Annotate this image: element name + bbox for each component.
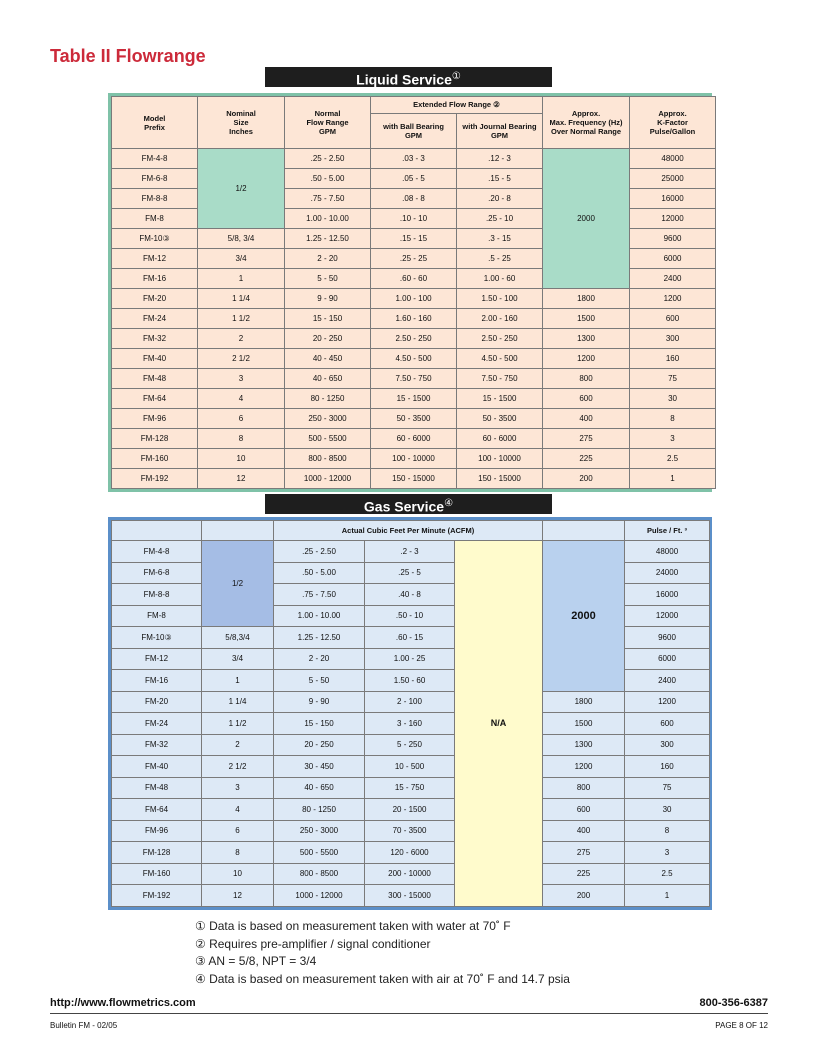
footnote-4: ④ Data is based on measurement taken with air at 70˚ F and 14.7 psia — [195, 971, 570, 986]
cell-normal: 9 - 90 — [274, 691, 365, 713]
cell-normal: 800 - 8500 — [285, 449, 371, 469]
cell-freq: 1800 — [543, 289, 630, 309]
cell-extended: .2 - 3 — [365, 541, 455, 563]
cell-model: FM-24 — [112, 309, 198, 329]
table-row — [112, 329, 716, 349]
table-row — [112, 449, 716, 469]
cell-kfactor: 30 — [630, 389, 716, 409]
cell-size: 12 — [202, 885, 274, 907]
cell-pulse: 9600 — [625, 627, 710, 649]
cell-journal: 15 - 1500 — [457, 389, 543, 409]
cell-extended: 1.50 - 60 — [365, 670, 455, 692]
website-link[interactable]: http://www.flowmetrics.com — [50, 997, 196, 1009]
cell-normal: 15 - 150 — [285, 309, 371, 329]
liquid-service-banner — [265, 67, 552, 87]
cell-model: FM-8-8 — [112, 584, 202, 606]
cell-kfactor: 3 — [630, 429, 716, 449]
cell-size: 1 — [202, 670, 274, 692]
cell-freq: 275 — [543, 429, 630, 449]
cell-freq-merged: 2000 — [543, 541, 625, 692]
table-row — [112, 842, 710, 864]
table-row — [112, 777, 710, 799]
footnote-2: ② Requires pre-amplifier / signal conditioner — [195, 936, 431, 951]
cell-kfactor: 8 — [630, 409, 716, 429]
cell-journal: 2.00 - 160 — [457, 309, 543, 329]
cell-pulse: 24000 — [625, 562, 710, 584]
cell-model: FM-8 — [112, 605, 202, 627]
cell-model: FM-10③ — [112, 229, 198, 249]
cell-normal: 80 - 1250 — [285, 389, 371, 409]
cell-normal: 500 - 5500 — [274, 842, 365, 864]
cell-model: FM-20 — [112, 691, 202, 713]
table-row — [112, 349, 716, 369]
cell-model: FM-128 — [112, 842, 202, 864]
cell-ball: 15 - 1500 — [371, 389, 457, 409]
cell-size-merged: 1/2 — [198, 149, 285, 229]
cell-ball: .10 - 10 — [371, 209, 457, 229]
cell-ball: .15 - 15 — [371, 229, 457, 249]
cell-model: FM-160 — [112, 863, 202, 885]
cell-model: FM-48 — [112, 369, 198, 389]
table-row — [112, 756, 710, 778]
cell-journal: 7.50 - 750 — [457, 369, 543, 389]
cell-freq: 800 — [543, 369, 630, 389]
header-journal-bearing: with Journal Bearing GPM — [457, 113, 543, 148]
table-row — [112, 734, 710, 756]
liquid-banner-mark: ① — [451, 71, 461, 82]
cell-normal: .50 - 5.00 — [285, 169, 371, 189]
cell-freq: 600 — [543, 389, 630, 409]
gas-header-blank-size — [202, 521, 274, 541]
gas-header-blank-freq — [543, 521, 625, 541]
cell-normal: 1.25 - 12.50 — [285, 229, 371, 249]
cell-model: FM-12 — [112, 249, 198, 269]
cell-model: FM-6-8 — [112, 169, 198, 189]
cell-model: FM-192 — [112, 469, 198, 489]
cell-model: FM-64 — [112, 389, 198, 409]
cell-size-merged: 1/2 — [202, 541, 274, 627]
cell-normal: 9 - 90 — [285, 289, 371, 309]
cell-journal: 50 - 3500 — [457, 409, 543, 429]
cell-kfactor: 300 — [630, 329, 716, 349]
cell-normal: 2 - 20 — [285, 249, 371, 269]
cell-pulse: 8 — [625, 820, 710, 842]
cell-journal: .3 - 15 — [457, 229, 543, 249]
cell-model: FM-20 — [112, 289, 198, 309]
bulletin-label: Bulletin FM - 02/05 — [50, 1021, 118, 1030]
cell-model: FM-8 — [112, 209, 198, 229]
cell-extended: .60 - 15 — [365, 627, 455, 649]
cell-journal: .12 - 3 — [457, 149, 543, 169]
table-row — [112, 289, 716, 309]
cell-size: 3/4 — [198, 249, 285, 269]
cell-size: 4 — [198, 389, 285, 409]
cell-pulse: 30 — [625, 799, 710, 821]
cell-pulse: 3 — [625, 842, 710, 864]
cell-freq: 1500 — [543, 309, 630, 329]
cell-kfactor: 160 — [630, 349, 716, 369]
cell-kfactor: 600 — [630, 309, 716, 329]
cell-model: FM-16 — [112, 269, 198, 289]
cell-extended: 3 - 160 — [365, 713, 455, 735]
cell-freq: 1500 — [543, 713, 625, 735]
cell-kfactor: 2400 — [630, 269, 716, 289]
cell-model: FM-32 — [112, 329, 198, 349]
cell-ball: 2.50 - 250 — [371, 329, 457, 349]
cell-freq: 1800 — [543, 691, 625, 713]
cell-size: 8 — [202, 842, 274, 864]
cell-model: FM-48 — [112, 777, 202, 799]
cell-journal: .5 - 25 — [457, 249, 543, 269]
cell-freq: 200 — [543, 469, 630, 489]
cell-journal: .15 - 5 — [457, 169, 543, 189]
cell-pulse: 2.5 — [625, 863, 710, 885]
footnote-3: ③ AN = 5/8, NPT = 3/4 — [195, 954, 317, 968]
cell-normal: 15 - 150 — [274, 713, 365, 735]
table-row — [112, 691, 710, 713]
cell-model: FM-96 — [112, 409, 198, 429]
cell-size: 2 — [202, 734, 274, 756]
table-row — [112, 799, 710, 821]
cell-model: FM-4-8 — [112, 541, 202, 563]
cell-journal: 100 - 10000 — [457, 449, 543, 469]
cell-freq: 1200 — [543, 756, 625, 778]
cell-pulse: 6000 — [625, 648, 710, 670]
cell-size: 8 — [198, 429, 285, 449]
header-ball-bearing: with Ball Bearing GPM — [371, 113, 457, 148]
cell-freq: 400 — [543, 820, 625, 842]
cell-model: FM-160 — [112, 449, 198, 469]
cell-kfactor: 48000 — [630, 149, 716, 169]
cell-freq: 600 — [543, 799, 625, 821]
cell-freq-merged: 2000 — [543, 149, 630, 289]
cell-journal: 60 - 6000 — [457, 429, 543, 449]
cell-normal: .25 - 2.50 — [274, 541, 365, 563]
cell-ball: .05 - 5 — [371, 169, 457, 189]
cell-ball: 100 - 10000 — [371, 449, 457, 469]
cell-size: 1 1/2 — [198, 309, 285, 329]
cell-size: 3 — [202, 777, 274, 799]
cell-ball: 7.50 - 750 — [371, 369, 457, 389]
cell-ball: .08 - 8 — [371, 189, 457, 209]
cell-freq: 1300 — [543, 734, 625, 756]
cell-freq: 1200 — [543, 349, 630, 369]
cell-size: 3/4 — [202, 648, 274, 670]
cell-size: 1 1/2 — [202, 713, 274, 735]
cell-freq: 1300 — [543, 329, 630, 349]
header-k-factor: Approx. K-Factor Pulse/Gallon — [630, 97, 716, 149]
cell-pulse: 16000 — [625, 584, 710, 606]
cell-normal: 250 - 3000 — [274, 820, 365, 842]
cell-ball: 1.60 - 160 — [371, 309, 457, 329]
gas-service-table-frame — [108, 517, 712, 910]
cell-extended: 5 - 250 — [365, 734, 455, 756]
cell-normal: 5 - 50 — [274, 670, 365, 692]
cell-size: 2 1/2 — [198, 349, 285, 369]
cell-normal: 2 - 20 — [274, 648, 365, 670]
table-row — [112, 309, 716, 329]
cell-normal: 1000 - 12000 — [274, 885, 365, 907]
liquid-service-table-frame — [108, 93, 712, 492]
cell-extended: 1.00 - 25 — [365, 648, 455, 670]
cell-size: 3 — [198, 369, 285, 389]
cell-extended: 120 - 6000 — [365, 842, 455, 864]
cell-size: 12 — [198, 469, 285, 489]
cell-extended: 300 - 15000 — [365, 885, 455, 907]
cell-kfactor: 25000 — [630, 169, 716, 189]
cell-extended: 20 - 1500 — [365, 799, 455, 821]
cell-na-merged: N/A — [455, 541, 543, 907]
cell-size: 10 — [198, 449, 285, 469]
table-row — [112, 713, 710, 735]
table-row — [112, 389, 716, 409]
cell-freq: 225 — [543, 863, 625, 885]
cell-normal: 40 - 650 — [274, 777, 365, 799]
cell-model: FM-64 — [112, 799, 202, 821]
cell-kfactor: 16000 — [630, 189, 716, 209]
cell-ball: 4.50 - 500 — [371, 349, 457, 369]
table-row — [112, 409, 716, 429]
table-row — [112, 429, 716, 449]
cell-model: FM-16 — [112, 670, 202, 692]
cell-size: 1 1/4 — [202, 691, 274, 713]
cell-kfactor: 1 — [630, 469, 716, 489]
table-row — [112, 885, 710, 907]
cell-extended: 200 - 10000 — [365, 863, 455, 885]
cell-extended: 15 - 750 — [365, 777, 455, 799]
table-row — [112, 820, 710, 842]
cell-size: 5/8, 3/4 — [198, 229, 285, 249]
cell-normal: 800 - 8500 — [274, 863, 365, 885]
cell-extended: 2 - 100 — [365, 691, 455, 713]
table-row — [112, 469, 716, 489]
table-row — [112, 541, 710, 563]
cell-journal: 1.50 - 100 — [457, 289, 543, 309]
gas-service-table — [111, 520, 710, 907]
cell-model: FM-128 — [112, 429, 198, 449]
cell-journal: 4.50 - 500 — [457, 349, 543, 369]
cell-pulse: 600 — [625, 713, 710, 735]
footer-divider — [50, 1013, 768, 1014]
cell-size: 2 — [198, 329, 285, 349]
cell-kfactor: 2.5 — [630, 449, 716, 469]
page-title: Table II Flowrange — [50, 46, 206, 66]
gas-service-banner — [265, 494, 552, 514]
cell-pulse: 300 — [625, 734, 710, 756]
cell-size: 6 — [202, 820, 274, 842]
cell-ball: .25 - 25 — [371, 249, 457, 269]
cell-kfactor: 75 — [630, 369, 716, 389]
cell-normal: 1.00 - 10.00 — [274, 605, 365, 627]
cell-normal: 5 - 50 — [285, 269, 371, 289]
cell-size: 10 — [202, 863, 274, 885]
cell-journal: 150 - 15000 — [457, 469, 543, 489]
cell-extended: 10 - 500 — [365, 756, 455, 778]
cell-freq: 275 — [543, 842, 625, 864]
footnote-1: ① Data is based on measurement taken with water at 70˚ F — [195, 919, 511, 933]
page-number: PAGE 8 OF 12 — [715, 1021, 768, 1030]
cell-model: FM-12 — [112, 648, 202, 670]
cell-model: FM-8-8 — [112, 189, 198, 209]
cell-normal: 20 - 250 — [285, 329, 371, 349]
cell-normal: .25 - 2.50 — [285, 149, 371, 169]
cell-normal: 40 - 650 — [285, 369, 371, 389]
cell-pulse: 48000 — [625, 541, 710, 563]
header-max-frequency: Approx. Max. Frequency (Hz) Over Normal Range — [543, 97, 630, 149]
cell-journal: .20 - 8 — [457, 189, 543, 209]
gas-header-acfm: Actual Cubic Feet Per Minute (ACFM) — [274, 521, 543, 541]
cell-model: FM-6-8 — [112, 562, 202, 584]
liquid-service-table — [111, 96, 716, 489]
cell-model: FM-192 — [112, 885, 202, 907]
cell-pulse: 75 — [625, 777, 710, 799]
cell-pulse: 1 — [625, 885, 710, 907]
table-row — [112, 369, 716, 389]
cell-size: 1 — [198, 269, 285, 289]
cell-kfactor: 1200 — [630, 289, 716, 309]
gas-header-pulse: Pulse / Ft. ³ — [625, 521, 710, 541]
header-normal-flow-range: Normal Flow Range GPM — [285, 97, 371, 149]
cell-ball: 150 - 15000 — [371, 469, 457, 489]
cell-size: 4 — [202, 799, 274, 821]
cell-model: FM-40 — [112, 349, 198, 369]
cell-journal: .25 - 10 — [457, 209, 543, 229]
cell-ball: 50 - 3500 — [371, 409, 457, 429]
header-model-prefix: Model Prefix — [112, 97, 198, 149]
gas-banner-label: Gas Service — [363, 498, 445, 515]
cell-normal: 250 - 3000 — [285, 409, 371, 429]
cell-size: 5/8,3/4 — [202, 627, 274, 649]
cell-freq: 800 — [543, 777, 625, 799]
cell-pulse: 1200 — [625, 691, 710, 713]
cell-normal: 30 - 450 — [274, 756, 365, 778]
cell-normal: 500 - 5500 — [285, 429, 371, 449]
cell-pulse: 12000 — [625, 605, 710, 627]
cell-normal: .75 - 7.50 — [285, 189, 371, 209]
cell-model: FM-10③ — [112, 627, 202, 649]
cell-extended: .40 - 8 — [365, 584, 455, 606]
cell-model: FM-24 — [112, 713, 202, 735]
cell-extended: .25 - 5 — [365, 562, 455, 584]
cell-normal: .50 - 5.00 — [274, 562, 365, 584]
cell-journal: 2.50 - 250 — [457, 329, 543, 349]
cell-extended: .50 - 10 — [365, 605, 455, 627]
gas-header-blank-model — [112, 521, 202, 541]
cell-pulse: 2400 — [625, 670, 710, 692]
cell-extended: 70 - 3500 — [365, 820, 455, 842]
cell-freq: 400 — [543, 409, 630, 429]
cell-ball: 60 - 6000 — [371, 429, 457, 449]
cell-size: 2 1/2 — [202, 756, 274, 778]
cell-normal: 40 - 450 — [285, 349, 371, 369]
cell-journal: 1.00 - 60 — [457, 269, 543, 289]
header-extended-flow-range: Extended Flow Range ② — [371, 97, 543, 114]
gas-banner-mark: ④ — [444, 498, 454, 509]
footnotes — [195, 918, 570, 988]
cell-model: FM-32 — [112, 734, 202, 756]
cell-normal: 20 - 250 — [274, 734, 365, 756]
cell-ball: .03 - 3 — [371, 149, 457, 169]
cell-normal: .75 - 7.50 — [274, 584, 365, 606]
cell-model: FM-4-8 — [112, 149, 198, 169]
cell-kfactor: 6000 — [630, 249, 716, 269]
cell-kfactor: 12000 — [630, 209, 716, 229]
cell-freq: 200 — [543, 885, 625, 907]
cell-normal: 1.00 - 10.00 — [285, 209, 371, 229]
header-nominal-size: Nominal Size Inches — [198, 97, 285, 149]
cell-freq: 225 — [543, 449, 630, 469]
cell-normal: 80 - 1250 — [274, 799, 365, 821]
cell-size: 1 1/4 — [198, 289, 285, 309]
cell-model: FM-40 — [112, 756, 202, 778]
cell-pulse: 160 — [625, 756, 710, 778]
cell-model: FM-96 — [112, 820, 202, 842]
cell-ball: .60 - 60 — [371, 269, 457, 289]
phone-number: 800-356-6387 — [699, 997, 768, 1009]
cell-normal: 1000 - 12000 — [285, 469, 371, 489]
table-row — [112, 149, 716, 169]
liquid-banner-label: Liquid Service — [356, 71, 452, 88]
cell-size: 6 — [198, 409, 285, 429]
cell-kfactor: 9600 — [630, 229, 716, 249]
table-row — [112, 863, 710, 885]
cell-ball: 1.00 - 100 — [371, 289, 457, 309]
cell-normal: 1.25 - 12.50 — [274, 627, 365, 649]
